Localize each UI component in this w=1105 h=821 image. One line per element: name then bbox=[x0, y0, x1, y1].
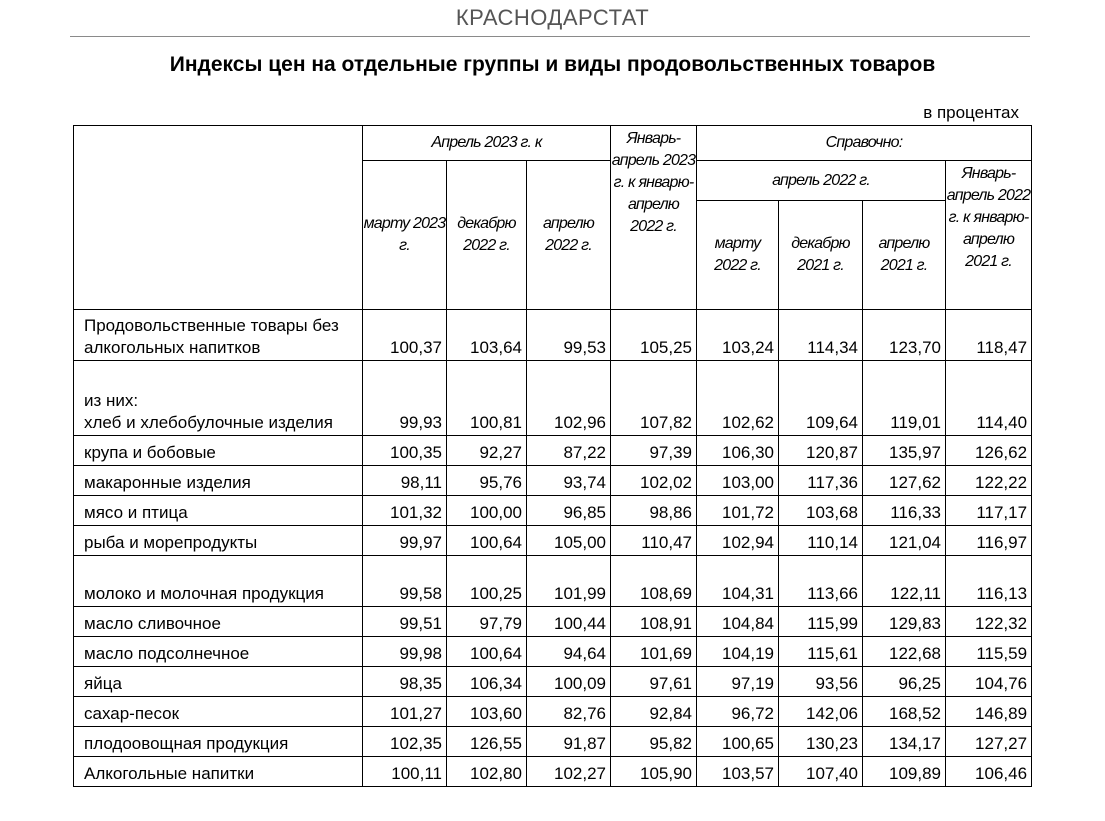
row-value: 100,64 bbox=[447, 637, 527, 667]
table-body bbox=[74, 310, 1032, 787]
row-value: 99,93 bbox=[363, 361, 447, 436]
row-value: 106,46 bbox=[946, 757, 1032, 787]
row-value: 115,59 bbox=[946, 637, 1032, 667]
price-index-table bbox=[73, 125, 1032, 787]
row-value: 98,11 bbox=[363, 466, 447, 496]
row-value: 109,64 bbox=[779, 361, 863, 436]
row-value: 102,62 bbox=[697, 361, 779, 436]
row-value: 105,90 bbox=[611, 757, 697, 787]
row-value: 116,13 bbox=[946, 556, 1032, 607]
table-row bbox=[74, 496, 1032, 526]
header-group-april-2022: апрель 2022 г. bbox=[697, 161, 946, 201]
row-label: масло подсолнечное bbox=[74, 637, 363, 667]
table-row bbox=[74, 361, 1032, 436]
row-value: 103,00 bbox=[697, 466, 779, 496]
row-value: 119,01 bbox=[863, 361, 946, 436]
row-value: 104,31 bbox=[697, 556, 779, 607]
row-value: 97,19 bbox=[697, 667, 779, 697]
row-value: 100,11 bbox=[363, 757, 447, 787]
row-value: 102,80 bbox=[447, 757, 527, 787]
table-row bbox=[74, 667, 1032, 697]
row-value: 117,17 bbox=[946, 496, 1032, 526]
row-value: 103,60 bbox=[447, 697, 527, 727]
row-value: 105,00 bbox=[527, 526, 611, 556]
row-value: 102,96 bbox=[527, 361, 611, 436]
row-value: 99,53 bbox=[527, 310, 611, 361]
row-label: из них: хлеб и хлебобулочные изделия bbox=[74, 361, 363, 436]
row-value: 103,68 bbox=[779, 496, 863, 526]
row-value: 82,76 bbox=[527, 697, 611, 727]
row-value: 109,89 bbox=[863, 757, 946, 787]
row-value: 91,87 bbox=[527, 727, 611, 757]
row-value: 94,64 bbox=[527, 637, 611, 667]
row-value: 92,27 bbox=[447, 436, 527, 466]
row-value: 100,25 bbox=[447, 556, 527, 607]
row-value: 102,27 bbox=[527, 757, 611, 787]
row-value: 102,02 bbox=[611, 466, 697, 496]
row-label: Алкогольные напитки bbox=[74, 757, 363, 787]
row-value: 115,99 bbox=[779, 607, 863, 637]
row-label: сахар-песок bbox=[74, 697, 363, 727]
table-row bbox=[74, 727, 1032, 757]
row-value: 103,64 bbox=[447, 310, 527, 361]
row-value: 114,34 bbox=[779, 310, 863, 361]
row-value: 116,33 bbox=[863, 496, 946, 526]
row-value: 97,39 bbox=[611, 436, 697, 466]
table-row bbox=[74, 556, 1032, 607]
table-row bbox=[74, 466, 1032, 496]
row-value: 108,69 bbox=[611, 556, 697, 607]
row-value: 93,74 bbox=[527, 466, 611, 496]
row-value: 122,68 bbox=[863, 637, 946, 667]
row-value: 107,40 bbox=[779, 757, 863, 787]
row-value: 102,35 bbox=[363, 727, 447, 757]
row-label: макаронные изделия bbox=[74, 466, 363, 496]
row-value: 103,57 bbox=[697, 757, 779, 787]
row-value: 122,32 bbox=[946, 607, 1032, 637]
row-value: 127,27 bbox=[946, 727, 1032, 757]
row-label: крупа и бобовые bbox=[74, 436, 363, 466]
table-row bbox=[74, 310, 1032, 361]
page-title: Индексы цен на отдельные группы и виды продовольственных товаров bbox=[169, 53, 936, 76]
row-value: 101,69 bbox=[611, 637, 697, 667]
row-value: 134,17 bbox=[863, 727, 946, 757]
row-value: 96,72 bbox=[697, 697, 779, 727]
row-value: 96,85 bbox=[527, 496, 611, 526]
row-value: 135,97 bbox=[863, 436, 946, 466]
row-value: 116,97 bbox=[946, 526, 1032, 556]
row-value: 122,11 bbox=[863, 556, 946, 607]
row-value: 99,58 bbox=[363, 556, 447, 607]
table-row bbox=[74, 607, 1032, 637]
row-value: 100,35 bbox=[363, 436, 447, 466]
row-value: 126,55 bbox=[447, 727, 527, 757]
header-col-march-2023: марту 2023 г. bbox=[363, 161, 447, 310]
row-value: 102,94 bbox=[697, 526, 779, 556]
row-value: 87,22 bbox=[527, 436, 611, 466]
header-group-reference: Справочно: bbox=[697, 126, 1032, 161]
row-value: 101,99 bbox=[527, 556, 611, 607]
row-value: 110,47 bbox=[611, 526, 697, 556]
row-value: 99,51 bbox=[363, 607, 447, 637]
row-value: 100,64 bbox=[447, 526, 527, 556]
row-label: масло сливочное bbox=[74, 607, 363, 637]
row-value: 104,19 bbox=[697, 637, 779, 667]
row-value: 118,47 bbox=[946, 310, 1032, 361]
row-value: 106,30 bbox=[697, 436, 779, 466]
row-value: 99,97 bbox=[363, 526, 447, 556]
row-value: 107,82 bbox=[611, 361, 697, 436]
row-value: 113,66 bbox=[779, 556, 863, 607]
header-col-december-2021: декабрю 2021 г. bbox=[779, 201, 863, 310]
organization-header: КРАСНОДАРСТАТ bbox=[455, 5, 650, 30]
row-value: 96,25 bbox=[863, 667, 946, 697]
row-value: 126,62 bbox=[946, 436, 1032, 466]
row-value: 100,65 bbox=[697, 727, 779, 757]
header-group-april-2023: Апрель 2023 г. к bbox=[363, 126, 611, 161]
row-value: 98,35 bbox=[363, 667, 447, 697]
row-label: яйца bbox=[74, 667, 363, 697]
row-value: 110,14 bbox=[779, 526, 863, 556]
table-row bbox=[74, 526, 1032, 556]
row-value: 130,23 bbox=[779, 727, 863, 757]
row-value: 168,52 bbox=[863, 697, 946, 727]
table-row bbox=[74, 436, 1032, 466]
row-value: 123,70 bbox=[863, 310, 946, 361]
table-row bbox=[74, 697, 1032, 727]
row-value: 104,76 bbox=[946, 667, 1032, 697]
row-value: 97,61 bbox=[611, 667, 697, 697]
row-value: 100,37 bbox=[363, 310, 447, 361]
header-col-march-2022: марту 2022 г. bbox=[697, 201, 779, 310]
row-value: 106,34 bbox=[447, 667, 527, 697]
row-value: 104,84 bbox=[697, 607, 779, 637]
row-value: 108,91 bbox=[611, 607, 697, 637]
row-value: 103,24 bbox=[697, 310, 779, 361]
row-value: 92,84 bbox=[611, 697, 697, 727]
row-value: 129,83 bbox=[863, 607, 946, 637]
row-value: 100,81 bbox=[447, 361, 527, 436]
row-value: 93,56 bbox=[779, 667, 863, 697]
header-empty-corner bbox=[74, 126, 363, 310]
row-label: мясо и птица bbox=[74, 496, 363, 526]
row-value: 95,82 bbox=[611, 727, 697, 757]
table-row bbox=[74, 757, 1032, 787]
row-value: 97,79 bbox=[447, 607, 527, 637]
row-value: 99,98 bbox=[363, 637, 447, 667]
row-value: 101,27 bbox=[363, 697, 447, 727]
row-label: рыба и морепродукты bbox=[74, 526, 363, 556]
row-value: 101,32 bbox=[363, 496, 447, 526]
row-value: 100,00 bbox=[447, 496, 527, 526]
row-value: 100,44 bbox=[527, 607, 611, 637]
row-label: Продовольственные товары без алкогольных напитков bbox=[74, 310, 363, 361]
row-value: 115,61 bbox=[779, 637, 863, 667]
header-col-april-2022: апрелю 2022 г. bbox=[527, 161, 611, 310]
header-jan-apr-2022: Январь-апрель 2022 г. к январю-апрелю 2021 г. bbox=[946, 161, 1032, 310]
row-value: 146,89 bbox=[946, 697, 1032, 727]
row-value: 121,04 bbox=[863, 526, 946, 556]
row-value: 120,87 bbox=[779, 436, 863, 466]
header-col-april-2021: апрелю 2021 г. bbox=[863, 201, 946, 310]
header-jan-apr-2023: Январь-апрель 2023 г. к январю-апрелю 2022 г. bbox=[611, 126, 697, 310]
row-value: 105,25 bbox=[611, 310, 697, 361]
row-value: 100,09 bbox=[527, 667, 611, 697]
row-value: 98,86 bbox=[611, 496, 697, 526]
row-value: 114,40 bbox=[946, 361, 1032, 436]
header-divider bbox=[70, 36, 1030, 37]
table-row bbox=[74, 637, 1032, 667]
row-label: молоко и молочная продукция bbox=[74, 556, 363, 607]
row-value: 127,62 bbox=[863, 466, 946, 496]
row-label: плодоовощная продукция bbox=[74, 727, 363, 757]
row-value: 117,36 bbox=[779, 466, 863, 496]
row-value: 101,72 bbox=[697, 496, 779, 526]
header-col-december-2022: декабрю 2022 г. bbox=[447, 161, 527, 310]
unit-label: в процентах bbox=[923, 103, 1019, 122]
row-value: 142,06 bbox=[779, 697, 863, 727]
row-value: 95,76 bbox=[447, 466, 527, 496]
row-value: 122,22 bbox=[946, 466, 1032, 496]
